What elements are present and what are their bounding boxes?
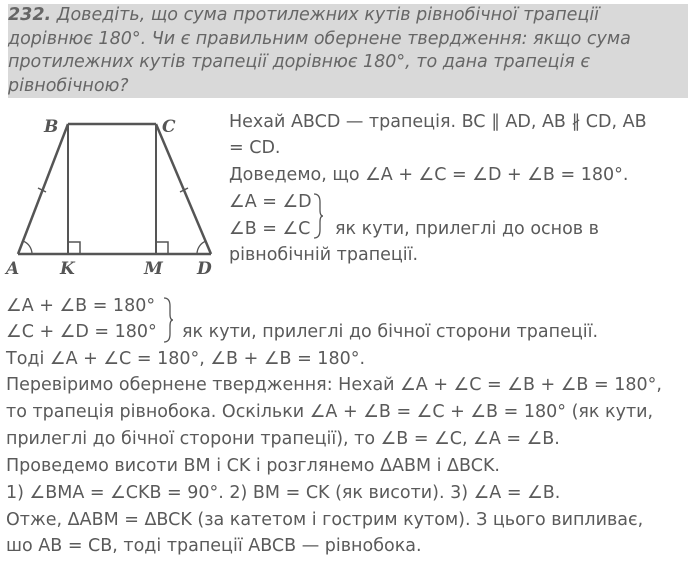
- reason-1-line-1: як кути, прилеглі до основ в: [335, 219, 599, 239]
- reason-1-line-2: рівнобічній трапеції.: [229, 245, 419, 265]
- intro-line-1: Нехай ABCD — трапеція. BC ∥ AD, AB ∦ CD, AB: [229, 112, 647, 132]
- sum-c-d: ∠C + ∠D = 180°: [6, 322, 157, 342]
- task-line-2: дорівнює 180°. Чи є правильним обернене твердження: якщо сума: [8, 28, 631, 49]
- eq-b-c: ∠B = ∠C: [229, 219, 311, 239]
- task-number: 232.: [8, 5, 52, 25]
- then-line: Тоді ∠A + ∠C = 180°, ∠B + ∠B = 180°.: [6, 349, 366, 369]
- label-k: K: [60, 259, 75, 279]
- body-line-4: Проведемо висоти BM і CK і розглянемо ΔABM і ΔBCK.: [6, 456, 500, 476]
- angle-arc-d: [197, 241, 206, 254]
- body-line-5: 1) ∠BMA = ∠CKB = 90°. 2) BM = CK (як висоти). 3) ∠A = ∠B.: [6, 483, 561, 503]
- label-d: D: [197, 259, 212, 279]
- side-ab: [18, 124, 68, 254]
- intro-line-2: = CD.: [229, 138, 281, 158]
- label-m: M: [144, 259, 163, 279]
- reason-2: як кути, прилеглі до бічної сторони трапеції.: [182, 322, 599, 342]
- body-line-7: шо AB = CB, тоді трапеції ABCB — рівнобока.: [6, 536, 422, 556]
- right-angle-m: [156, 242, 168, 254]
- brace-2: [162, 296, 174, 344]
- angle-arc-a: [23, 241, 32, 254]
- label-b: B: [44, 117, 59, 137]
- trapezoid-figure: [0, 108, 225, 280]
- task-line-4: рівнобічною?: [8, 75, 129, 96]
- right-angle-k: [68, 242, 80, 254]
- body-line-2: то трапеція рівнобока. Оскільки ∠A + ∠B = ∠C + ∠B = 180° (як кути,: [6, 402, 654, 422]
- task-line-3: протилежних кутів трапеції дорівнює 180°, то дана трапеція є: [8, 52, 590, 72]
- side-cd: [156, 124, 211, 254]
- sum-a-b: ∠A + ∠B = 180°: [6, 296, 156, 316]
- task-line-1: Доведіть, що сума протилежних кутів рівнобічної трапеції: [56, 5, 600, 25]
- body-line-3: прилеглі до бічної сторони трапеції), то ∠B = ∠C, ∠A = ∠B.: [6, 429, 560, 449]
- brace-1: [312, 192, 324, 240]
- task-statement: [8, 4, 688, 98]
- body-line-1: Перевіримо обернене твердження: Нехай ∠A + ∠C = ∠B + ∠B = 180°,: [6, 375, 662, 395]
- eq-a-d: ∠A = ∠D: [229, 192, 312, 212]
- label-a: A: [6, 259, 20, 279]
- body-line-6: Отже, ΔABM = ΔBCK (за катетом і гострим кутом). З цього випливає,: [6, 510, 644, 530]
- prove-line: Доведемо, що ∠A + ∠C = ∠D + ∠B = 180°.: [229, 165, 629, 185]
- label-c: C: [162, 117, 176, 137]
